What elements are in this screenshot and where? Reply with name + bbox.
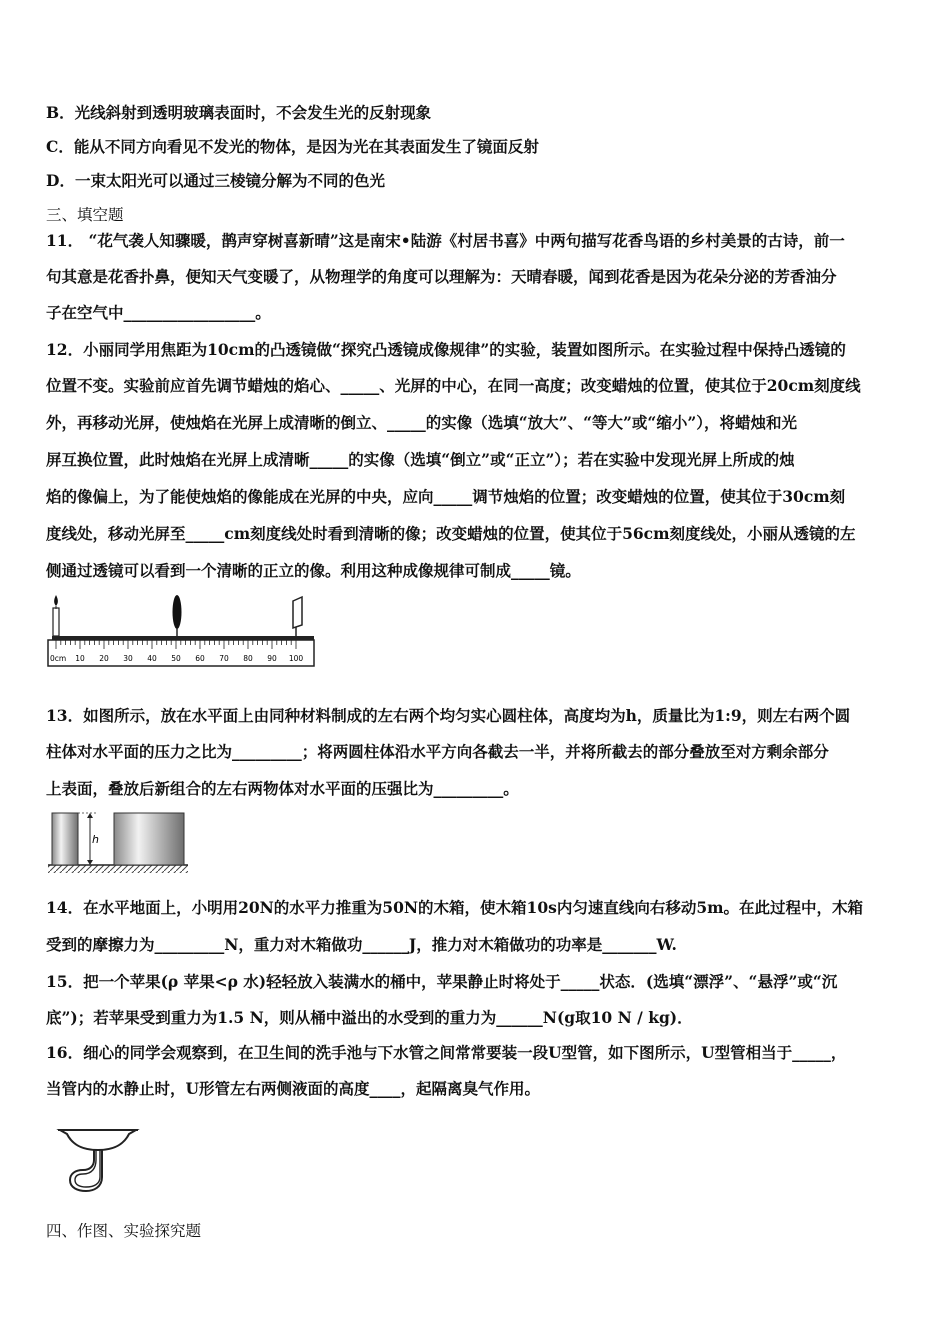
text-line: 外，再移动光屏，使烛焰在光屏上成清晰的倒立、_____的实像（选填“放大”、“等大”或“缩小”），将蜡烛和光 xyxy=(46,413,797,432)
left-cylinder xyxy=(52,813,78,865)
text-line: B．光线斜射到透明玻璃表面时，不会发生光的反射现象 xyxy=(46,103,432,122)
convex-lens-icon xyxy=(173,595,182,636)
text-line: 位置不变。实验前应首先调节蜡烛的焰心、_____、光屏的中心，在同一高度；改变蜡烛的位置，使其位于20cm刻度线 xyxy=(46,376,861,395)
text-line: 底”)；若苹果受到重力为1.5 N，则从桶中溢出的水受到的重力为______N(g取10 N / kg)． xyxy=(46,1008,693,1027)
u-pipe-icon xyxy=(70,1150,102,1191)
ruler-tick-label: 10 xyxy=(75,654,85,663)
text-line: 16．细心的同学会观察到，在卫生间的洗手池与下水管之间常常要装一段U型管，如下图所示，U型管相当于_____， xyxy=(46,1043,847,1062)
ruler-tick-label: 70 xyxy=(219,654,229,663)
text-line: 柱体对水平面的压力之比为_________；将两圆柱体沿水平方向各截去一半，并将所截去的部分叠放至对方剩余部分 xyxy=(46,742,829,761)
text-line: 度线处，移动光屏至_____cm刻度线处时看到清晰的像；改变蜡烛的位置，使其位于56cm刻度线处，小丽从透镜的左 xyxy=(46,524,856,543)
text-line: 上表面，叠放后新组合的左右两物体对水平面的压强比为_________。 xyxy=(46,779,519,798)
text-line: C．能从不同方向看见不发光的物体，是因为光在其表面发生了镜面反射 xyxy=(46,137,539,156)
cylinders-figure xyxy=(44,805,194,875)
ruler-tick-label: 50 xyxy=(171,654,181,663)
ruler-tick-label: 40 xyxy=(147,654,157,663)
sink-u-pipe-figure xyxy=(56,1120,146,1198)
ground-hatch xyxy=(48,865,188,873)
text-line: 15．把一个苹果(ρ 苹果<ρ 水)轻轻放入装满水的桶中，苹果静止时将处于_____状态．(选填“漂浮”、“悬浮”或“沉 xyxy=(46,972,838,991)
text-line: 13．如图所示，放在水平面上由同种材料制成的左右两个均匀实心圆柱体，高度均为h，质量比为1:9，则左右两个圆 xyxy=(46,706,851,725)
text-line: 屏互换位置，此时烛焰在光屏上成清晰_____的实像（选填“倒立”或“正立”）；若在实验中发现光屏上所成的烛 xyxy=(46,450,795,469)
ruler-tick-label: 80 xyxy=(243,654,253,663)
section-heading: 四、作图、实验探究题 xyxy=(46,1222,202,1240)
ruler-tick-label: 30 xyxy=(123,654,133,663)
section-heading: 三、填空题 xyxy=(46,206,124,224)
text-line: 子在空气中_________________。 xyxy=(46,303,271,322)
text-line: D．一束太阳光可以通过三棱镜分解为不同的色光 xyxy=(46,171,385,190)
text-line: 12．小丽同学用焦距为10cm的凸透镜做“探究凸透镜成像规律”的实验，装置如图所示。在实验过程中保持凸透镜的 xyxy=(46,340,846,359)
ruler-tick-label: 0cm xyxy=(50,654,67,663)
text-line: 14．在水平地面上，小明用20N的水平力推重为50N的木箱，使木箱10s内匀速直线向右移动5m。在此过程中，木箱 xyxy=(46,898,864,917)
text-line: 当管内的水静止时，U形管左右两侧液面的高度____，起隔离臭气作用。 xyxy=(46,1079,541,1098)
text-line: 侧通过透镜可以看到一个清晰的正立的像。利用这种成像规律可制成_____镜。 xyxy=(46,561,581,580)
text-line: 11． “花气袭人知骤暖，鹊声穿树喜新晴”这是南宋•陆游《村居书喜》中两句描写花香鸟语的乡村美景的古诗，前一 xyxy=(46,231,845,250)
optical-bench-figure xyxy=(44,592,316,674)
sink-basin-icon xyxy=(58,1130,138,1150)
ruler-tick-label: 60 xyxy=(195,654,205,663)
right-cylinder xyxy=(114,813,184,865)
ruler-tick-label: 100 xyxy=(288,654,304,663)
ruler-tick-label: 90 xyxy=(267,654,277,663)
text-line: 句其意是花香扑鼻，便知天气变暖了，从物理学的角度可以理解为：天晴春暖，闻到花香是因为花朵分泌的芳香油分 xyxy=(46,267,837,286)
ruler-tick-label: 20 xyxy=(99,654,109,663)
height-label: h xyxy=(92,833,99,846)
candle-icon xyxy=(53,595,59,636)
light-screen-icon xyxy=(293,597,302,636)
text-line: 受到的摩擦力为_________N，重力对木箱做功______J，推力对木箱做功的功率是_______W. xyxy=(46,935,677,954)
text-line: 焰的像偏上，为了能使烛焰的像能成在光屏的中央，应向_____调节烛焰的位置；改变蜡烛的位置，使其位于30cm刻 xyxy=(46,487,846,506)
